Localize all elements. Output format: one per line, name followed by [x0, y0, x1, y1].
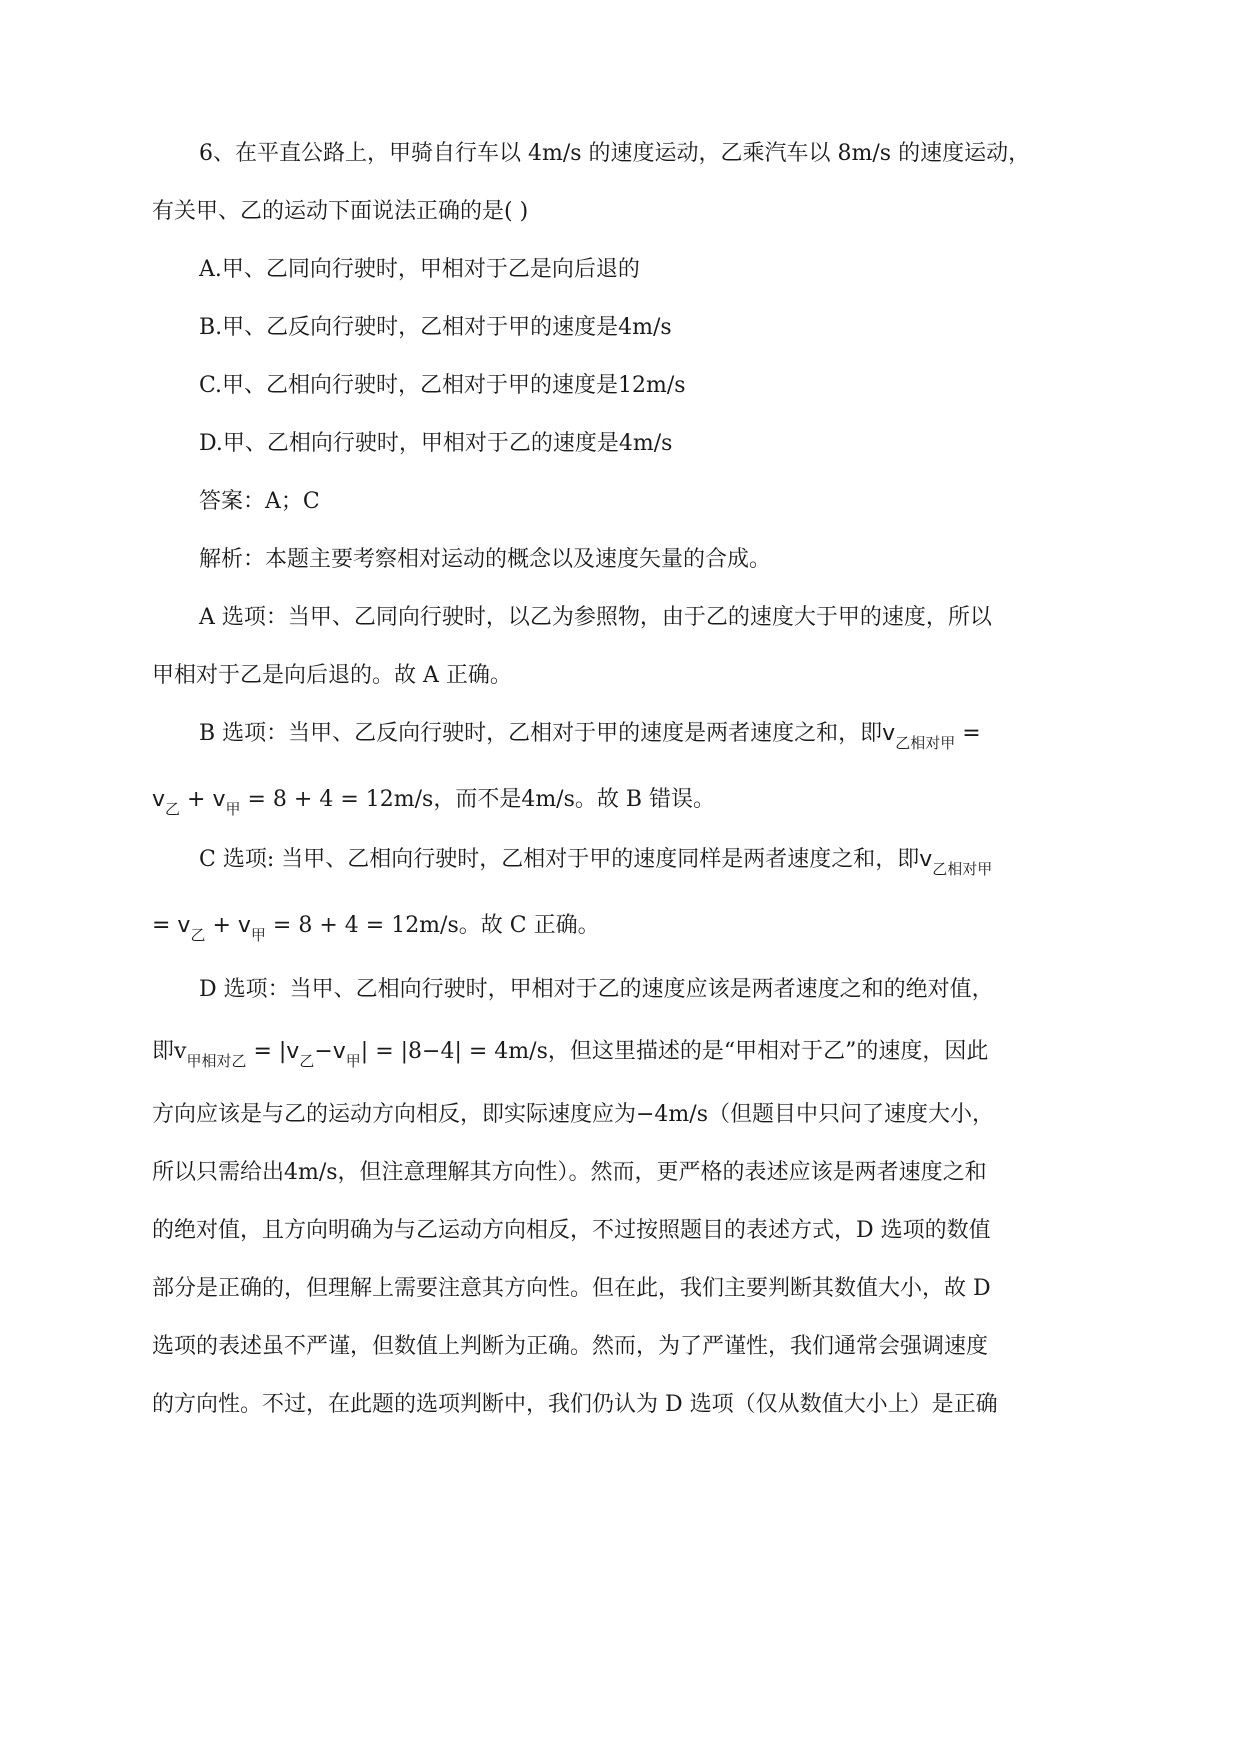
analysis-line: 解析：本题主要考察相对运动的概念以及速度矢量的合成。: [199, 547, 772, 572]
a-section-line-2: 甲相对于乙是向后退的。故 A 正确。: [152, 663, 512, 688]
b-v1: v: [152, 787, 166, 812]
answer-line: 答案：A；C: [199, 489, 320, 514]
d-section-line-8: 的方向性。不过，在此题的选项判断中，我们仍认为 D 选项（仅从数值大小上）是正确: [152, 1392, 998, 1417]
d-section-line-4: 所以只需给出4m/s，但注意理解其方向性）。然而，更严格的表述应该是两者速度之和: [152, 1160, 987, 1185]
b-plus: + v: [180, 787, 226, 812]
d-section-line-3: 方向应该是与乙的运动方向相反，即实际速度应为−4m/s（但题目中只问了速度大小，: [152, 1102, 994, 1127]
c-pre: = v: [152, 913, 191, 938]
option-a: A.甲、乙同向行驶时，甲相对于乙是向后退的: [199, 257, 640, 282]
d-section-line-5: 的绝对值，且方向明确为与乙运动方向相反，不过按照题目的表述方式，D 选项的数值: [152, 1218, 991, 1243]
question-line-1: 6、在平直公路上，甲骑自行车以 4m/s 的速度运动，乙乘汽车以 8m/s 的速度运动，: [199, 141, 1031, 166]
d-sub-yi: 乙: [299, 1052, 315, 1070]
option-d: D.甲、乙相向行驶时，甲相对于乙的速度是4m/s: [199, 431, 673, 456]
d-section-line-1: D 选项：当甲、乙相向行驶时，甲相对于乙的速度应该是两者速度之和的绝对值，: [199, 977, 994, 1002]
b-eq: =: [955, 721, 981, 746]
c-sub-yi: 乙: [190, 926, 206, 944]
c-section-line-2: [152, 908, 600, 944]
d-section-line-7: 选项的表述虽不严谨，但数值上判断为正确。然而，为了严谨性，我们通常会强调速度: [152, 1334, 989, 1359]
option-b: B.甲、乙反向行驶时，乙相对于甲的速度是4m/s: [199, 315, 672, 340]
b-section-line-2: [152, 782, 716, 818]
c-plus: + v: [205, 913, 251, 938]
d-pre: 即v: [152, 1039, 187, 1064]
d-rest: | = |8−4| = 4m/s，但这里描述的是“甲相对于乙”的速度，因此: [360, 1039, 989, 1064]
b-v: v: [882, 721, 896, 746]
b-section-line-1: [199, 716, 981, 752]
d-sub-jia: 甲: [345, 1052, 361, 1070]
b-sub-rel: 乙相对甲: [895, 734, 956, 752]
c-rest: = 8 + 4 = 12m/s。故 C 正确。: [265, 913, 600, 938]
option-c: C.甲、乙相向行驶时，乙相对于甲的速度是12m/s: [199, 373, 686, 398]
b-sub-jia: 甲: [225, 800, 241, 818]
d-section-line-6: 部分是正确的，但理解上需要注意其方向性。但在此，我们主要判断其数值大小，故 D: [152, 1276, 991, 1301]
d-sub-rel: 甲相对乙: [186, 1052, 247, 1070]
b-text: B 选项：当甲、乙反向行驶时，乙相对于甲的速度是两者速度之和，即: [199, 721, 883, 746]
d-section-line-2: [152, 1034, 989, 1070]
b-rest: = 8 + 4 = 12m/s，而不是4m/s。故 B 错误。: [240, 787, 716, 812]
d-mid1: = |v: [246, 1039, 300, 1064]
b-sub-yi: 乙: [165, 800, 181, 818]
a-section-line-1: A 选项：当甲、乙同向行驶时，以乙为参照物，由于乙的速度大于甲的速度，所以: [199, 605, 992, 630]
c-section-line-1: [199, 842, 993, 878]
question-line-2: 有关甲、乙的运动下面说法正确的是( ): [152, 199, 529, 224]
c-sub-jia: 甲: [250, 926, 266, 944]
c-text: C 选项: 当甲、乙相向行驶时，乙相对于甲的速度同样是两者速度之和，即: [199, 847, 920, 872]
d-mid2: −v: [314, 1039, 346, 1064]
c-sub-rel: 乙相对甲: [932, 860, 993, 878]
c-v: v: [919, 847, 933, 872]
